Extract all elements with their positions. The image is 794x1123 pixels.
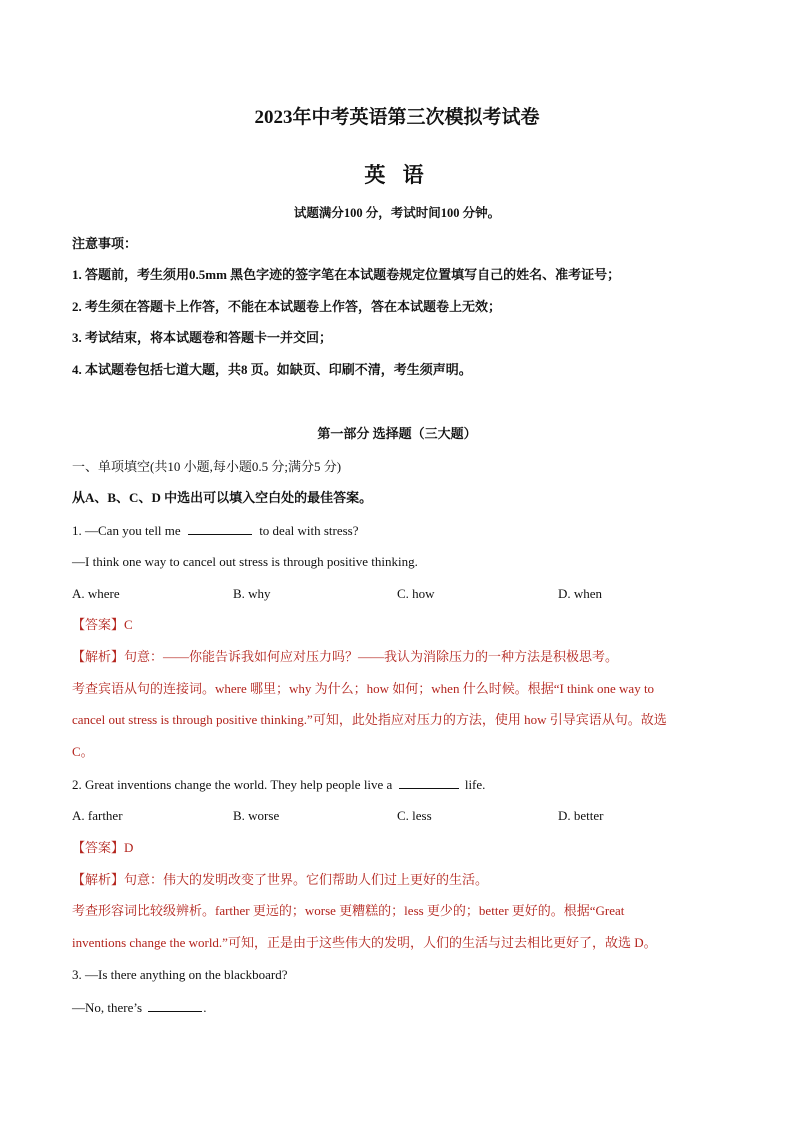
question-1-analysis-4: C。 xyxy=(72,744,94,759)
exam-title: 2023年中考英语第三次模拟考试卷 xyxy=(254,107,540,128)
question-1-stem xyxy=(72,522,358,539)
notice-item-1: 1. 答题前，考生须用0.5mm 黑色字迹的签字笔在本试题卷规定位置填写自己的姓名、准考证号； xyxy=(72,267,621,282)
question-1-option-c: C. how xyxy=(397,586,435,601)
question-1-analysis-2: 考查宾语从句的连接词。where 哪里；why 为什么；how 如何；when 什么时候。根据“I think one way to xyxy=(72,681,655,696)
part-heading: 第一部分 选择题（三大题） xyxy=(317,426,477,441)
question-1-stem-end: to deal with stress? xyxy=(259,523,359,538)
section-instruction: 从A、B、C、D 中选出可以填入空白处的最佳答案。 xyxy=(72,490,373,505)
question-1-option-a: A. where xyxy=(72,586,120,601)
answer-blank xyxy=(399,776,459,789)
question-3-stem: 3. —Is there anything on the blackboard? xyxy=(72,967,288,982)
question-1-option-b: B. why xyxy=(233,586,271,601)
question-1-analysis-1: 【解析】句意：——你能告诉我如何应对压力吗？——我认为消除压力的一种方法是积极思考。 xyxy=(72,649,619,664)
question-3-period: . xyxy=(203,1000,207,1015)
subject-title: 英 语 xyxy=(364,163,430,187)
section-title: 一、单项填空(共10 小题,每小题0.5 分;满分5 分) xyxy=(72,459,342,474)
score-time-line: 试题满分100 分，考试时间100 分钟。 xyxy=(293,206,501,220)
question-2-stem xyxy=(72,776,485,793)
question-1-stem-start: 1. —Can you tell me xyxy=(72,523,181,538)
question-2-analysis-2: 考查形容词比较级辨析。farther 更远的；worse 更糟糕的；less 更少的；better 更好的。根据“Great xyxy=(72,903,625,918)
question-2-option-b: B. worse xyxy=(233,808,280,823)
question-1-analysis-3: cancel out stress is through positive thinking.”可知，此处指应对压力的方法，使用 how 引导宾语从句。故选 xyxy=(72,712,667,727)
question-3-reply-start: —No, there’s xyxy=(72,1000,143,1015)
notice-heading: 注意事项： xyxy=(72,236,138,251)
question-1-answer: 【答案】C xyxy=(72,617,133,632)
notice-item-4: 4. 本试题卷包括七道大题，共8 页。如缺页、印刷不清，考生须声明。 xyxy=(72,362,472,377)
answer-blank xyxy=(188,522,252,535)
notice-item-2: 2. 考生须在答题卡上作答，不能在本试题卷上作答，答在本试题卷上无效； xyxy=(72,299,502,314)
question-2-analysis-1: 【解析】句意：伟大的发明改变了世界。它们帮助人们过上更好的生活。 xyxy=(72,872,489,887)
notice-item-3: 3. 考试结束，将本试题卷和答题卡一并交回； xyxy=(72,330,333,345)
question-2-option-a: A. farther xyxy=(72,808,123,823)
question-2-option-c: C. less xyxy=(397,808,432,823)
answer-blank xyxy=(148,999,202,1012)
question-2-stem-start: 2. Great inventions change the world. They help people live a xyxy=(72,777,393,792)
question-1-option-d: D. when xyxy=(558,586,603,601)
question-2-analysis-3: inventions change the world.”可知，正是由于这些伟大的发明，人们的生活与过去相比更好了，故选 D。 xyxy=(72,935,657,950)
question-2-answer: 【答案】D xyxy=(72,840,134,855)
question-1-reply: —I think one way to cancel out stress is through positive thinking. xyxy=(72,554,418,569)
question-2-option-d: D. better xyxy=(558,808,604,823)
question-2-stem-end: life. xyxy=(464,777,486,792)
question-3-reply xyxy=(72,999,207,1016)
